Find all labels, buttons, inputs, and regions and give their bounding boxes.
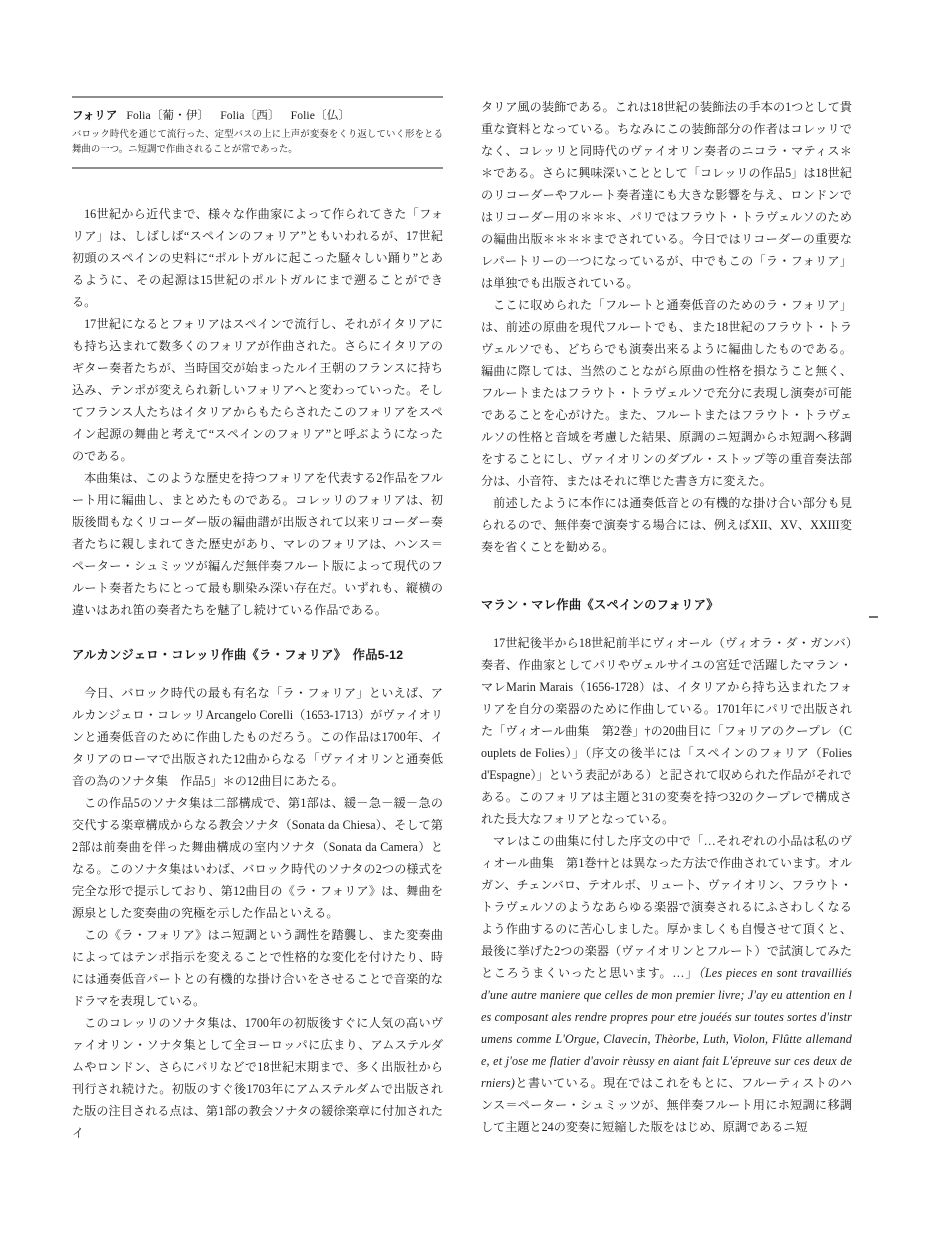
glossary-box — [72, 96, 443, 169]
glossary-bottom-rule — [72, 167, 443, 169]
paragraph: 本曲集は、このような歴史を持つフォリアを代表する2作品をフルート用に編曲し、まとめたものである。コレッリのフォリアは、初版後間もなくリコーダー版の編曲譜が出版されて以来リコーダー奏者たちに親しまれてきた歴史があり、マレのフォリアは、ハンス＝ペーター・シュミッツが編んだ無伴奏フルート版によって現代のフルート奏者たちにとって最も馴染み深い存在だ。いずれも、縦横の違いはあれ笛の奏者たちを魅了し続けている作品である。 — [72, 470, 443, 617]
section-heading-corelli: アルカンジェロ・コレッリ作曲《ラ・フォリア》 作品5-12 — [72, 647, 404, 662]
section-heading-marais: マラン・マレ作曲《スペインのフォリア》 — [481, 598, 719, 613]
paragraph: 17世紀になるとフォリアはスペインで流行し、それがイタリアにも持ち込まれて数多くのフォリアが作曲された。さらにイタリアのギター奏者たちが、当時国交が始まったルイ王朝のフランスに持ち込み、テンポが変えられ新しいフォリアへと変わっていった。そしてフランス人たちはイタリアからもたらされたこのフォリアをスペイン起源の舞曲と考えて“スペインのフォリア”と呼ぶようになったのである。 — [72, 316, 443, 463]
glossary-definition: バロック時代を通じて流行った、定型バスの上に上声が変奏をくり返していく形をとる舞曲の一つ。ニ短調で作曲されることが常であった。 — [72, 130, 443, 156]
quote-jp-after: と書いている。現在ではこれをもとに、フルーティストのハンス＝ペーター・シュミッツが、無伴奏フルート用にホ短調に移調して主題と24の変奏に短縮した版をはじめ、原調であるニ短 — [481, 1076, 852, 1135]
quote-jp-before: マレはこの曲集に付した序文の中で「…それぞれの小品は私のヴィオール曲集 第1巻††とは異なった方法で作曲されています。オルガン、チェンバロ、テオルボ、リュート、ヴァイオリン、フラウト・トラヴェルソのようなあらゆる楽器で演奏されるにふさわしくなるよう作曲するのに苦心しました。厚かましくも自慢させて頂くと、最後に挙げた2つの楽器（ヴァイオリンとフルート）で試演してみたところうまくいったと思います。…」 — [481, 834, 852, 981]
glossary-term-jp: フォリア — [72, 110, 118, 122]
paragraph: 16世紀から近代まで、様々な作曲家によって作られてきた「フォリア」は、しばしば“スペインのフォリア”ともいわれるが、17世紀初頭のスペインの史料に“ポルトガルに起こった騒々しい踊り”とあるように、その起源は15世紀のポルトガルにまで遡ることができる。 — [72, 206, 443, 309]
paragraph: 17世紀後半から18世紀前半にヴィオール（ヴィオラ・ダ・ガンバ）奏者、作曲家としてパリやヴェルサイユの宮廷で活躍したマラン・マレMarin Marais（1656-1728）は、イタリアから持ち込まれたフォリアを自分の楽器のために作曲している。1701年にパリで出版された「ヴィオール曲集 第2巻」†の20曲目に「フォリアのクープレ（Couplets de Folies）」（序文の後半には「スペインのフォリア（Folies d'Espagne）」という表記がある）と記されて収められた作品がそれである。このフォリアは主題と31の変奏を持つ32のクープレで構成された長大なフォリアとなっている。 — [481, 636, 852, 827]
paragraph: 前述したように本作には通奏低音との有機的な掛け合い部分も見られるので、無伴奏で演奏する場合には、例えばXII、XV、XXIII変奏を省くことを勧める。 — [481, 496, 852, 554]
glossary-term-1: Folia〔葡・伊〕 — [126, 109, 210, 122]
paragraph: ここに収められた「フルートと通奏低音のためのラ・フォリア」は、前述の原曲を現代フルートでも、また18世紀のフラウト・トラヴェルソでも、どちらでも演奏出来るように編曲したものである。編曲に際しては、当然のことながら原曲の性格を損なうこと無く、フルートまたはフラウト・トラヴェルソで充分に表現し演奏が可能であることを心がけた。また、フルートまたはフラウト・トラヴェルソの性格と音域を考慮した結果、原調のニ短調からホ短調へ移調をすることにし、ヴァイオリンのダブル・ストップ等の重音奏法部分は、小音符、またはそれに準じた書き方に変えた。 — [481, 298, 852, 488]
paragraph-quote — [481, 830, 852, 1138]
right-column — [481, 96, 852, 1138]
margin-registration-mark — [869, 616, 878, 618]
paragraph: この作品5のソナタ集は二部構成で、第1部は、緩－急－緩－急の交代する楽章構成からなる教会ソナタ（Sonata da Chiesa）、そして第2部は前奏曲を伴った舞曲構成の室内ソナタ（Sonata da Camera）となる。このソナタ集はいわば、バロック時代のソナタの2つの様式を完全な形で提示しており、第12曲目の《ラ・フォリア》は、舞曲を源泉とした変奏曲の究極を示した作品といえる。 — [72, 796, 443, 921]
glossary-term-3: Folie〔仏〕 — [290, 109, 351, 122]
glossary-heading — [72, 107, 443, 125]
glossary-top-rule — [72, 96, 443, 98]
glossary-term-2: Folia〔西〕 — [220, 109, 280, 122]
paragraph: 今日、バロック時代の最も有名な「ラ・フォリア」といえば、アルカンジェロ・コレッリArcangelo Corelli（1653-1713）がヴァイオリンと通奏低音のために作曲したものだろう。この作品は1700年、イタリアのローマで出版された12曲からなる「ヴァイオリンと通奏低音の為のソナタ集 作品5」＊の12曲目にあたる。 — [72, 686, 443, 789]
left-column — [72, 96, 443, 1144]
paragraph: この《ラ・フォリア》はニ短調という調性を踏襲し、また変奏曲によってはテンポ指示を変えることで性格的な変化を付けたり、時には通奏低音パートとの有機的な掛け合いをさせることで音楽的なドラマを表現している。 — [72, 928, 443, 1009]
quote-french-original: （Les pieces en sont travailliés d'une autre maniere que celles de mon premier livre; J'ay eu attention en les composant ales rendre propres pour etre jouéés sur toutes sortes d'instrumens comme L'Orgue, Clavecin, Thèorbe, Luth, Violon, Flûtte allemande, et j'ose me flatier d'avoir rèussy en aiant fait L'épreuve sur ces deux derniers) — [481, 966, 853, 1091]
paragraph: このコレッリのソナタ集は、1700年の初版後すぐに人気の高いヴァイオリン・ソナタ集として全ヨーロッパに広まり、アムステルダムやロンドン、さらにパリなどで18世紀末期まで、多く出版社から刊行され続けた。初版のすぐ後1703年にアムステルダムで出版された版の注目される点は、第1部の教会ソナタの緩徐楽章に付加されたイ — [72, 1016, 443, 1141]
paragraph-continued: タリア風の装飾である。これは18世紀の装飾法の手本の1つとして貴重な資料となっている。ちなみにこの装飾部分の作者はコレッリでなく、コレッリと同時代のヴァイオリン奏者のニコラ・マティス＊＊である。さらに興味深いこととして「コレッリの作品5」は18世紀のリコーダーやフルート奏者達にも大きな影響を与え、ロンドンではリコーダー用の＊＊＊、パリではフラウト・トラヴェルソのための編曲出版＊＊＊＊までされている。今日ではリコーダーの重要なレパートリーの一つになっているが、中でもこの「ラ・フォリア」は単独でも出版されている。 — [481, 100, 852, 290]
